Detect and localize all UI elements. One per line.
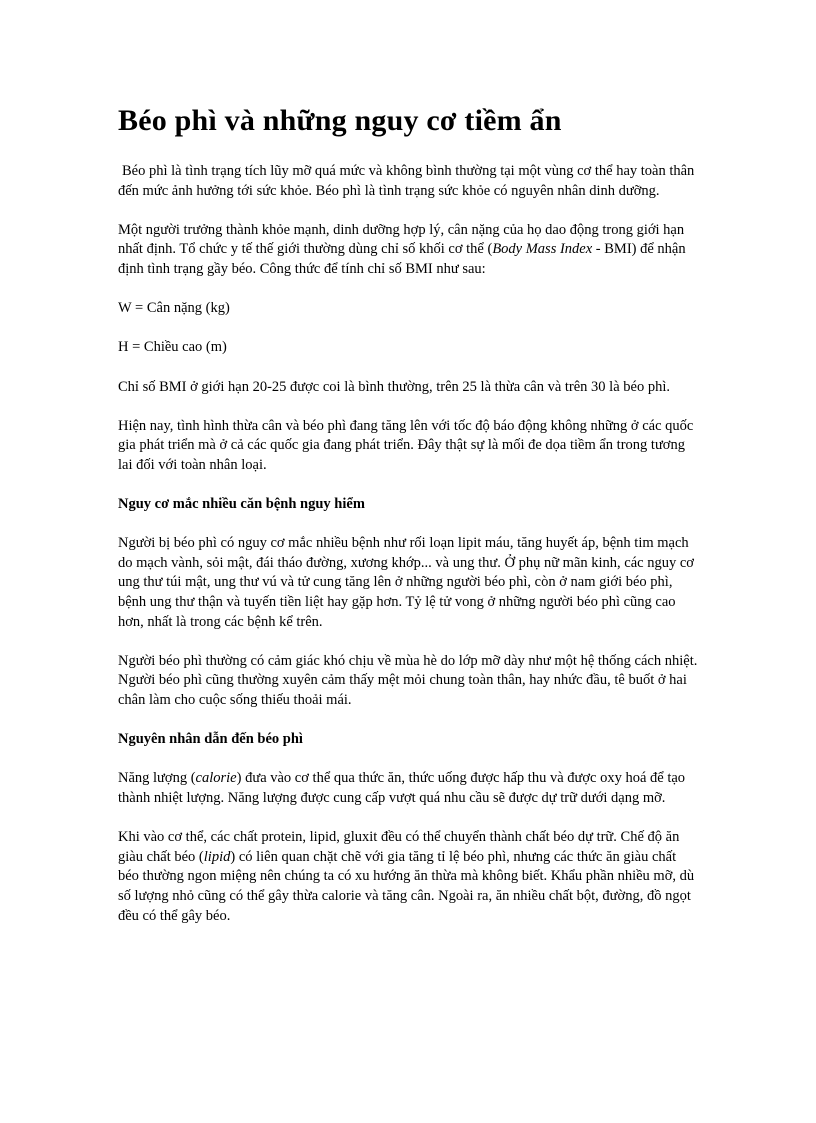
bmi-paragraph <box>118 221 698 280</box>
section-heading-risks: Nguy cơ mắc nhiều căn bệnh nguy hiểm <box>118 496 365 513</box>
causes-paragraph-2 <box>118 828 698 926</box>
trend-paragraph: Hiện nay, tình hình thừa cân và béo phì đang tăng lên với tốc độ báo động không những ở các quốc gia phát triển mà ở cả các quốc gia đang phát triển. Đây thật sự là mối đe dọa tiềm ẩn trong tương lai đối với toàn nhân loại. <box>118 417 694 473</box>
document-page <box>118 102 698 946</box>
page-title: Béo phì và những nguy cơ tiềm ẩn <box>118 104 562 137</box>
intro-paragraph: Béo phì là tình trạng tích lũy mỡ quá mức và không bình thường tại một vùng cơ thể hay toàn thân đến mức ảnh hưởng tới sức khỏe. Béo phì là tình trạng sức khỏe có nguyên nhân dinh dưỡng. <box>118 163 695 199</box>
bmi-ranges-paragraph: Chỉ số BMI ở giới hạn 20-25 được coi là bình thường, trên 25 là thừa cân và trên 30 là béo phì. <box>118 378 670 395</box>
lipid-term: lipid <box>203 848 231 865</box>
formula-height: H = Chiều cao (m) <box>118 339 227 356</box>
risks-paragraph-1: Người bị béo phì có nguy cơ mắc nhiều bệnh như rối loạn lipit máu, tăng huyết áp, bệnh tim mạch do mạch vành, sỏi mật, đái tháo đường, xương khớp... và ung thư. Ở phụ nữ mãn kinh, các nguy cơ ung thư túi mật, ung thư vú và tử cung tăng lên ở những người béo phì, còn ở nam giới béo phì, bệnh ung thư thận và tuyến tiền liệt hay gặp hơn. Tỷ lệ tử vong ở những người béo phì cũng cao hơn, nhất là trong các bệnh kể trên. <box>118 535 694 630</box>
causes-paragraph-1 <box>118 769 698 808</box>
calorie-term: calorie <box>195 770 237 787</box>
formula-weight: W = Cân nặng (kg) <box>118 300 230 317</box>
causes-text-1a: Năng lượng ( <box>118 770 196 787</box>
causes-text-2a: Khi vào cơ thể, các chất protein, lipid, gluxit đều có thể chuyển thành chất béo dự trữ. Chế độ ăn giàu chất béo ( <box>118 829 680 865</box>
bmi-term: Body Mass Index <box>492 241 593 258</box>
causes-text-2b: ) có liên quan chặt chẽ với gia tăng tỉ lệ béo phì, nhưng các thức ăn giàu chất béo thường ngon miệng nên chúng ta có xu hướng ăn thừa mà không biết. Khẩu phần nhiều mỡ, dù số lượng nhỏ cũng có thể gây thừa calorie và tăng cân. Ngoài ra, ăn nhiều chất bột, đường, đồ ngọt đều có thể gây béo. <box>118 848 695 924</box>
section-heading-causes: Nguyên nhân dẫn đến béo phì <box>118 731 303 748</box>
risks-paragraph-2: Người béo phì thường có cảm giác khó chịu về mùa hè do lớp mỡ dày như một hệ thống cách nhiệt. Người béo phì cũng thường xuyên cảm thấy mệt mỏi chung toàn thân, hay nhức đầu, tê buốt ở hai chân làm cho cuộc sống thiếu thoải mái. <box>118 652 698 709</box>
bmi-text-1: Một người trưởng thành khỏe mạnh, dinh dưỡng hợp lý, cân nặng của họ dao động trong giới hạn nhất định. Tổ chức y tế thế giới thường dùng chỉ số khối cơ thể ( <box>118 221 685 258</box>
bmi-text-2: - BMI) để nhận định tình trạng gầy béo. Công thức để tính chỉ số BMI như sau: <box>118 241 686 277</box>
causes-text-1b: ) đưa vào cơ thể qua thức ăn, thức uống được hấp thu và được oxy hoá để tạo thành nhiệt lượng. Năng lượng được cung cấp vượt quá nhu cầu sẽ được dự trữ dưới dạng mỡ. <box>118 770 686 806</box>
